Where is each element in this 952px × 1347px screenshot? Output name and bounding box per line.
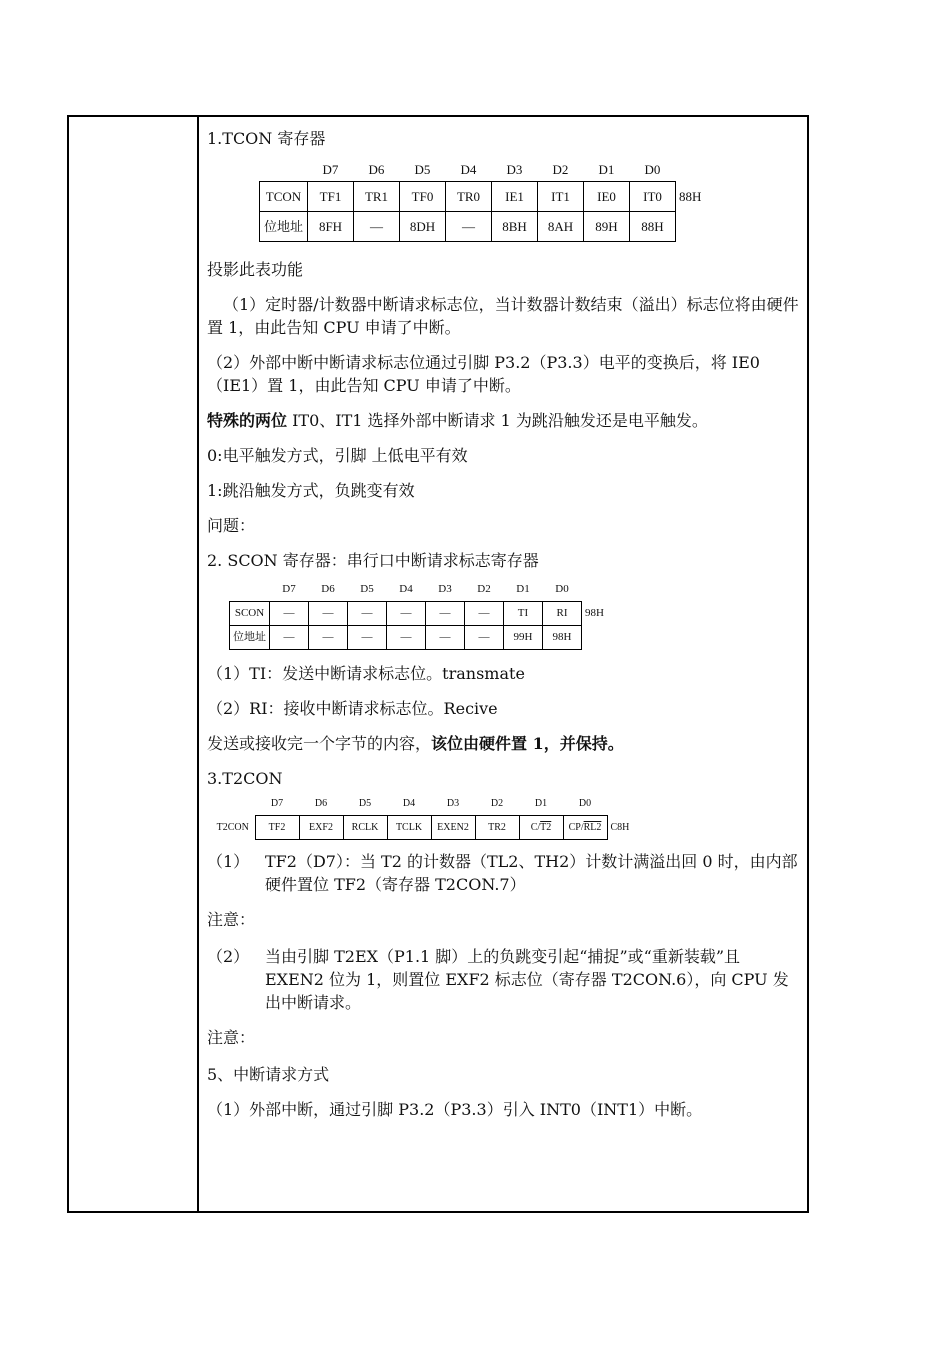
scon-heading: 2. SCON 寄存器：串行口中断请求标志寄存器 bbox=[207, 551, 539, 570]
tf2-item bbox=[207, 850, 803, 896]
t2con-register-table bbox=[211, 792, 637, 840]
flag-cell: — bbox=[348, 602, 387, 626]
bit-address-cell: — bbox=[446, 212, 492, 242]
bit-header: D1 bbox=[598, 162, 615, 177]
special-bits-emphasis: 特殊的两位 bbox=[207, 411, 288, 430]
bit-address-cell: — bbox=[354, 212, 400, 242]
bit-address-cell: — bbox=[426, 626, 465, 650]
byte-address: 98H bbox=[585, 607, 604, 619]
bit-address-cell: — bbox=[465, 626, 504, 650]
bit-address-cell: — bbox=[387, 626, 426, 650]
flag-cell: TR0 bbox=[446, 182, 492, 212]
flag-cell: TR1 bbox=[354, 182, 400, 212]
bit-header: D5 bbox=[360, 583, 374, 595]
bit-header: D2 bbox=[477, 583, 491, 595]
edge-trigger-line: 1:跳沿触发方式，负跳变有效 bbox=[207, 481, 415, 500]
flag-cell: — bbox=[426, 602, 465, 626]
bit-header: D1 bbox=[534, 798, 548, 809]
bit-header: D6 bbox=[368, 162, 385, 177]
bit-header: D7 bbox=[282, 583, 296, 595]
note-label: 注意： bbox=[207, 1028, 256, 1047]
project-note: 投影此表功能 bbox=[207, 260, 304, 279]
byte-address: 88H bbox=[679, 189, 702, 204]
bit-header: D0 bbox=[644, 162, 661, 177]
bit-address-cell: 99H bbox=[504, 626, 543, 650]
flag-cell: TF0 bbox=[400, 182, 446, 212]
item-text: TF2（D7）：当 T2 的计数器（TL2、TH2）计数计满溢出回 0 时，由内部硬件置位 TF2（寄存器 T2CON.7） bbox=[265, 852, 798, 894]
bit-header: D0 bbox=[578, 798, 592, 809]
bit-address-cell: — bbox=[270, 626, 309, 650]
t2con-heading: 3.T2CON bbox=[207, 769, 283, 788]
bit-header: D2 bbox=[490, 798, 504, 809]
flag-cell: TR2 bbox=[475, 816, 519, 840]
page-frame bbox=[67, 115, 809, 1213]
ri-paragraph: （2）RI：接收中断请求标志位。Recive bbox=[207, 699, 498, 718]
flag-cell: RI bbox=[543, 602, 582, 626]
send-receive-emphasis: 该位由硬件置 1，并保持。 bbox=[431, 734, 624, 753]
bit-address-cell: 88H bbox=[630, 212, 676, 242]
register-label: SCON bbox=[230, 602, 270, 626]
flag-cell: TF2 bbox=[255, 816, 299, 840]
ti-paragraph: （1）TI：发送中断请求标志位。transmate bbox=[207, 664, 525, 683]
left-column-divider bbox=[197, 117, 199, 1211]
tcon-heading: 1.TCON 寄存器 bbox=[207, 129, 326, 148]
item-number: （2） bbox=[207, 947, 250, 966]
level-trigger-line: 0:电平触发方式，引脚 上低电平有效 bbox=[207, 446, 468, 465]
bit-address-cell: 8DH bbox=[400, 212, 446, 242]
timer-flag-paragraph: （1）定时器/计数器中断请求标志位，当计数器计数结束（溢出）标志位将由硬件置 1，由此告知 CPU 申请了中断。 bbox=[207, 295, 799, 337]
flag-cell: TI bbox=[504, 602, 543, 626]
flag-cell: — bbox=[309, 602, 348, 626]
bit-header: D0 bbox=[555, 583, 569, 595]
item-number: （1） bbox=[207, 852, 250, 871]
bit-header: D4 bbox=[399, 583, 413, 595]
external-interrupt-paragraph: （1）外部中断，通过引脚 P3.2（P3.3）引入 INT0（INT1）中断。 bbox=[207, 1100, 703, 1119]
bit-header: D5 bbox=[358, 798, 372, 809]
bit-header: D4 bbox=[402, 798, 416, 809]
register-label: T2CON bbox=[216, 822, 249, 833]
content-column bbox=[207, 127, 803, 1121]
send-receive-paragraph bbox=[207, 732, 803, 755]
bit-header: D3 bbox=[506, 162, 523, 177]
flag-cell: TF1 bbox=[308, 182, 354, 212]
note-label: 注意： bbox=[207, 910, 256, 929]
bit-address-cell: 8AH bbox=[538, 212, 584, 242]
bit-header: D5 bbox=[414, 162, 431, 177]
bit-header: D6 bbox=[321, 583, 335, 595]
special-bits-paragraph bbox=[207, 409, 803, 432]
bit-header: D4 bbox=[460, 162, 477, 177]
flag-cell: TCLK bbox=[387, 816, 431, 840]
scon-register-table bbox=[229, 578, 613, 650]
address-label: 位地址 bbox=[230, 626, 270, 650]
tcon-register-table bbox=[259, 158, 711, 242]
flag-cell: IE1 bbox=[492, 182, 538, 212]
bit-header: D3 bbox=[438, 583, 452, 595]
exf2-item bbox=[207, 945, 803, 1014]
request-mode-heading: 5、中断请求方式 bbox=[207, 1065, 330, 1084]
flag-cell: IT0 bbox=[630, 182, 676, 212]
bit-address-cell: 98H bbox=[543, 626, 582, 650]
flag-cell: IT1 bbox=[538, 182, 584, 212]
item-text: 当由引脚 T2EX（P1.1 脚）上的负跳变引起“捕捉”或“重新装载”且 EXEN2 位为 1，则置位 EXF2 标志位（寄存器 T2CON.6），向 CPU 发出中断请求。 bbox=[265, 947, 789, 1012]
bit-header: D7 bbox=[322, 162, 339, 177]
flag-cell: — bbox=[387, 602, 426, 626]
flag-cell: — bbox=[465, 602, 504, 626]
bit-header: D7 bbox=[270, 798, 284, 809]
flag-cell: EXEN2 bbox=[431, 816, 475, 840]
flag-cell: — bbox=[270, 602, 309, 626]
external-flag-paragraph: （2）外部中断中断请求标志位通过引脚 P3.2（P3.3）电平的变换后，将 IE0（IE1）置 1，由此告知 CPU 申请了中断。 bbox=[207, 353, 760, 395]
flag-cell: IE0 bbox=[584, 182, 630, 212]
special-bits-text: IT0、IT1 选择外部中断请求 1 为跳沿触发还是电平触发。 bbox=[287, 411, 708, 430]
address-label: 位地址 bbox=[260, 212, 308, 242]
send-receive-text: 发送或接收完一个字节的内容， bbox=[207, 734, 432, 753]
bit-address-cell: 89H bbox=[584, 212, 630, 242]
bit-header: D6 bbox=[314, 798, 328, 809]
bit-header: D2 bbox=[552, 162, 569, 177]
flag-cell: RCLK bbox=[343, 816, 387, 840]
byte-address: C8H bbox=[610, 822, 630, 833]
flag-cell-ct2: C/T2 bbox=[519, 816, 563, 840]
question-label: 问题： bbox=[207, 516, 256, 535]
register-label: TCON bbox=[260, 182, 308, 212]
bit-address-cell: — bbox=[309, 626, 348, 650]
bit-header: D3 bbox=[446, 798, 460, 809]
bit-address-cell: 8BH bbox=[492, 212, 538, 242]
bit-header: D1 bbox=[516, 583, 530, 595]
flag-cell-cprl2: CP/RL2 bbox=[563, 816, 607, 840]
flag-cell: EXF2 bbox=[299, 816, 343, 840]
bit-address-cell: — bbox=[348, 626, 387, 650]
bit-address-cell: 8FH bbox=[308, 212, 354, 242]
